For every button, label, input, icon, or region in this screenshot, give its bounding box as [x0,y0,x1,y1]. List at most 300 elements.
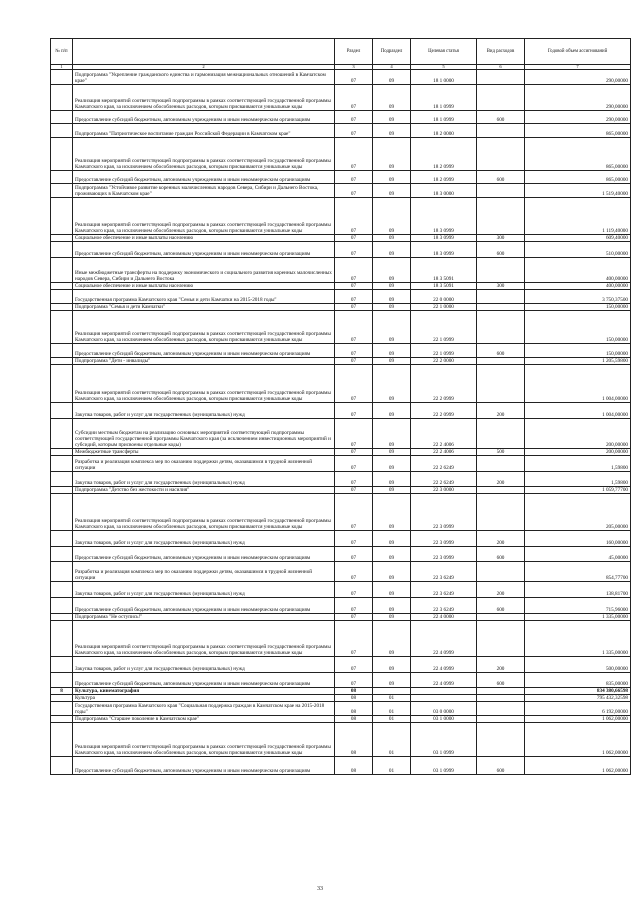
cell-razdel: 07 [335,358,373,365]
cell-vr: 300 [477,283,525,290]
cell-num [51,531,73,547]
cell-name: Культура [73,695,335,702]
cell-csr: 22 3 0999 [411,531,477,547]
cell-csr: 22 3 6249 [411,582,477,598]
cell-csr: 22 3 0999 [411,547,477,562]
table-row [51,358,631,365]
cell-sum: 835,00000 [525,673,631,688]
cell-sum: 205,00000 [525,494,631,531]
cell-razdel: 07 [335,124,373,138]
cell-name: Иные межбюджетные трансферты на поддержку экономического и социального развития коренных малочисленных народов Севера, Сибири и Дальнего Востока [73,258,335,283]
cell-num [51,621,73,657]
table-row [51,456,631,472]
cell-num [51,757,73,775]
cell-name: Государственная программа Камчатского края "Социальная поддержка граждан в Камчатском крае на 2015-2018 годы" [73,702,335,716]
cell-vr: 600 [477,757,525,775]
cell-vr [477,614,525,621]
cell-num [51,344,73,358]
cell-vr [477,311,525,344]
table-row [51,621,631,657]
cell-csr: 22 2 6249 [411,456,477,472]
cell-csr: 22 3 0999 [411,494,477,531]
cell-vr [477,358,525,365]
cell-vr [477,621,525,657]
cell-name: Закупка товаров, работ и услуг для государственных (муниципальных) нужд [73,472,335,487]
table-row [51,449,631,456]
column-number: 1 [51,65,73,70]
cell-csr: 18 1 0999 [411,85,477,111]
cell-name: Подпрограмма "Укрепление гражданского единства и гармонизация межнациональных отношений в Камчатском крае" [73,70,335,85]
cell-sum: 290,00000 [525,85,631,111]
cell-num [51,487,73,494]
cell-podrazdel: 09 [373,403,411,419]
cell-sum: 854,77700 [525,562,631,582]
cell-csr [411,695,477,702]
cell-csr: 22 4 0999 [411,673,477,688]
table-row [51,757,631,775]
cell-vr: 600 [477,171,525,184]
cell-num [51,716,73,723]
cell-vr [477,365,525,403]
cell-csr: 22 2 0999 [411,403,477,419]
cell-podrazdel: 09 [373,673,411,688]
cell-sum: 1,59800 [525,456,631,472]
cell-name: Реализация мероприятий соответствующей подпрограммы в рамках соответствующей государственной программы Камчатского края, за исключением обособленных расходов, которым присваиваются уникальные коды [73,138,335,171]
cell-sum: 1 062,00000 [525,723,631,757]
cell-num [51,124,73,138]
cell-podrazdel: 09 [373,290,411,304]
cell-vr [477,85,525,111]
cell-num [51,311,73,344]
cell-podrazdel: 09 [373,111,411,124]
cell-sum: 138,81700 [525,582,631,598]
cell-podrazdel: 01 [373,757,411,775]
header-podrazdel: Подраздел [373,39,411,65]
table-row [51,598,631,614]
cell-razdel: 07 [335,531,373,547]
cell-sum: 290,00000 [525,70,631,85]
cell-sum: 1 335,00000 [525,614,631,621]
cell-num [51,235,73,242]
cell-vr: 600 [477,598,525,614]
cell-csr: 18 3 5091 [411,258,477,283]
cell-csr: 18 2 0999 [411,171,477,184]
cell-sum: 1 335,00000 [525,621,631,657]
cell-name: Закупка товаров, работ и услуг для государственных (муниципальных) нужд [73,403,335,419]
cell-sum: 834 380,66598 [525,688,631,695]
cell-num [51,258,73,283]
table-row [51,124,631,138]
cell-csr: 22 4 0999 [411,657,477,673]
cell-num [51,365,73,403]
cell-sum: 290,00000 [525,111,631,124]
cell-sum: 1 059,77700 [525,487,631,494]
cell-podrazdel: 01 [373,723,411,757]
cell-name: Разработка и реализация комплекса мер по оказанию поддержки детям, оказавшимся в трудной жизненной ситуации [73,456,335,472]
cell-sum: 150,00000 [525,311,631,344]
table-row [51,171,631,184]
cell-name: Подпрограмма "Не оступись!" [73,614,335,621]
cell-razdel: 07 [335,311,373,344]
cell-sum: 6 192,00000 [525,702,631,716]
cell-sum: 1 004,00000 [525,403,631,419]
table-body [51,70,631,775]
cell-vr: 600 [477,673,525,688]
cell-name: Предоставление субсидий бюджетным, автономным учреждениям и иным некоммерческим организациям [73,673,335,688]
cell-razdel: 07 [335,198,373,235]
cell-podrazdel: 01 [373,716,411,723]
cell-sum: 45,00000 [525,547,631,562]
cell-vr [477,456,525,472]
cell-sum: 1 205,59800 [525,358,631,365]
cell-sum: 1 004,00000 [525,365,631,403]
cell-podrazdel: 09 [373,472,411,487]
cell-sum: 1,59800 [525,472,631,487]
cell-sum: 500,00000 [525,657,631,673]
cell-razdel: 07 [335,85,373,111]
cell-razdel: 07 [335,138,373,171]
table-row [51,487,631,494]
cell-razdel: 07 [335,344,373,358]
header-name [73,39,335,65]
cell-vr [477,562,525,582]
cell-podrazdel: 09 [373,419,411,449]
cell-vr: 200 [477,657,525,673]
cell-name: Подпрограмма "Дети - инвалиды" [73,358,335,365]
cell-csr [411,688,477,695]
cell-sum: 150,00000 [525,304,631,311]
cell-podrazdel: 09 [373,85,411,111]
cell-podrazdel: 09 [373,358,411,365]
table-row [51,547,631,562]
column-number: 7 [525,65,631,70]
header-sum: Годовой объем ассигнований [525,39,631,65]
cell-podrazdel: 09 [373,449,411,456]
table-row [51,365,631,403]
cell-csr: 03 1 0999 [411,757,477,775]
cell-podrazdel: 09 [373,487,411,494]
table-row [51,311,631,344]
cell-num [51,456,73,472]
cell-vr [477,258,525,283]
table-row [51,657,631,673]
budget-table [50,38,631,775]
cell-name: Подпрограмма "Семья и дети Камчатки" [73,304,335,311]
cell-sum: 609,40000 [525,235,631,242]
table-row [51,70,631,85]
cell-name: Предоставление субсидий бюджетным, автономным учреждениям и иным некоммерческим организациям [73,547,335,562]
cell-razdel: 08 [335,723,373,757]
cell-vr [477,695,525,702]
cell-podrazdel: 09 [373,614,411,621]
cell-razdel: 07 [335,111,373,124]
cell-vr [477,702,525,716]
cell-name: Государственная программа Камчатского края "Семья и дети Камчатки на 2015-2018 годы" [73,290,335,304]
cell-csr: 22 2 4006 [411,449,477,456]
header-vr: Вид расходов [477,39,525,65]
cell-name: Подпрограмма "Детство без жестокости и насилия" [73,487,335,494]
cell-podrazdel: 09 [373,657,411,673]
table-row [51,673,631,688]
cell-podrazdel: 09 [373,562,411,582]
table-row [51,582,631,598]
cell-sum: 160,00000 [525,531,631,547]
table-row [51,138,631,171]
cell-num [51,171,73,184]
cell-razdel: 07 [335,419,373,449]
cell-razdel: 07 [335,562,373,582]
cell-razdel: 08 [335,757,373,775]
cell-num [51,70,73,85]
cell-name: Социальное обеспечение и иные выплаты населению [73,283,335,290]
cell-podrazdel: 09 [373,344,411,358]
cell-name: Реализация мероприятий соответствующей подпрограммы в рамках соответствующей государственной программы Камчатского края, за исключением обособленных расходов, которым присваиваются уникальные коды [73,723,335,757]
cell-name: Разработка и реализация комплекса мер по оказанию поддержки детям, оказавшимся в трудной жизненной ситуации [73,562,335,582]
cell-name: Закупка товаров, работ и услуг для государственных (муниципальных) нужд [73,582,335,598]
cell-razdel: 08 [335,688,373,695]
cell-num [51,673,73,688]
cell-podrazdel: 09 [373,531,411,547]
cell-csr: 18 3 0999 [411,242,477,258]
cell-podrazdel [373,688,411,695]
cell-num [51,242,73,258]
cell-csr: 18 2 0999 [411,138,477,171]
cell-sum: 715,96000 [525,598,631,614]
cell-vr: 200 [477,531,525,547]
cell-podrazdel: 09 [373,304,411,311]
table-row [51,198,631,235]
cell-name: Субсидии местным бюджетам на реализацию основных мероприятий соответствующей подпрограммы соответствующей государственной программы Камчатского края (за исключением инвестиционных мероприятий и субсидий, которым присвоены отдельные коды) [73,419,335,449]
cell-vr: 200 [477,582,525,598]
cell-vr [477,419,525,449]
cell-csr: 22 3 0000 [411,487,477,494]
cell-num [51,111,73,124]
cell-csr: 18 1 0999 [411,111,477,124]
table-row [51,716,631,723]
cell-razdel: 07 [335,242,373,258]
cell-sum: 795 432,32598 [525,695,631,702]
cell-name: Подпрограмма "Устойчивое развитие коренных малочисленных народов Севера, Сибири и Дальнего Востока, проживающих в Камчатском крае" [73,184,335,198]
cell-num [51,358,73,365]
cell-sum: 1 519,40000 [525,184,631,198]
table-row [51,184,631,198]
cell-csr: 22 3 6249 [411,562,477,582]
cell-num [51,472,73,487]
table-row [51,702,631,716]
cell-name: Предоставление субсидий бюджетным, автономным учреждениям и иным некоммерческим организациям [73,598,335,614]
cell-num [51,85,73,111]
cell-num [51,702,73,716]
cell-name: Социальное обеспечение и иные выплаты населению [73,235,335,242]
cell-name: Реализация мероприятий соответствующей подпрограммы в рамках соответствующей государственной программы Камчатского края, за исключением обособленных расходов, которым присваиваются уникальные коды [73,494,335,531]
cell-num [51,304,73,311]
cell-csr: 22 1 0999 [411,311,477,344]
table-row [51,111,631,124]
table-row [51,695,631,702]
cell-vr [477,723,525,757]
cell-podrazdel: 09 [373,494,411,531]
cell-podrazdel: 09 [373,582,411,598]
cell-vr: 500 [477,449,525,456]
cell-podrazdel: 09 [373,547,411,562]
cell-name: Предоставление субсидий бюджетным, автономным учреждениям и иным некоммерческим организациям [73,344,335,358]
cell-razdel: 07 [335,657,373,673]
cell-vr: 600 [477,547,525,562]
cell-podrazdel: 09 [373,124,411,138]
cell-podrazdel: 09 [373,621,411,657]
cell-name: Подпрограмма "Старшее поколение в Камчатском крае" [73,716,335,723]
cell-num [51,184,73,198]
cell-name: Подпрограмма "Патриотическое воспитание граждан Российской Федерации в Камчатском крае" [73,124,335,138]
table-row [51,235,631,242]
cell-podrazdel: 09 [373,365,411,403]
cell-vr: 300 [477,235,525,242]
table-row [51,304,631,311]
table-row [51,344,631,358]
cell-sum: 865,00000 [525,124,631,138]
cell-sum: 510,00000 [525,242,631,258]
cell-vr [477,716,525,723]
cell-podrazdel: 01 [373,702,411,716]
cell-csr: 18 3 0999 [411,198,477,235]
cell-csr: 22 4 0999 [411,621,477,657]
cell-csr: 22 0 0000 [411,290,477,304]
cell-vr [477,688,525,695]
cell-csr: 18 3 0000 [411,184,477,198]
cell-num [51,598,73,614]
cell-num [51,614,73,621]
table-row [51,494,631,531]
cell-sum: 200,00000 [525,449,631,456]
cell-sum: 200,00000 [525,419,631,449]
cell-csr: 18 3 5091 [411,283,477,290]
cell-razdel: 07 [335,304,373,311]
cell-vr [477,184,525,198]
cell-sum: 400,00000 [525,258,631,283]
cell-razdel: 07 [335,403,373,419]
cell-podrazdel: 01 [373,695,411,702]
cell-podrazdel: 09 [373,242,411,258]
column-number: 3 [335,65,373,70]
cell-razdel: 07 [335,184,373,198]
cell-csr: 03 1 0000 [411,716,477,723]
cell-podrazdel: 09 [373,311,411,344]
cell-sum: 865,00000 [525,138,631,171]
cell-num [51,695,73,702]
cell-num [51,419,73,449]
cell-name: Закупка товаров, работ и услуг для государственных (муниципальных) нужд [73,657,335,673]
cell-vr: 200 [477,472,525,487]
cell-vr [477,70,525,85]
cell-razdel: 07 [335,283,373,290]
cell-razdel: 07 [335,258,373,283]
cell-podrazdel: 09 [373,184,411,198]
cell-sum: 865,00000 [525,171,631,184]
cell-razdel: 07 [335,70,373,85]
cell-name: Реализация мероприятий соответствующей подпрограммы в рамках соответствующей государственной программы Камчатского края, за исключением обособленных расходов, которым присваиваются уникальные коды [73,198,335,235]
table-row [51,723,631,757]
cell-csr: 22 4 0000 [411,614,477,621]
table-row [51,283,631,290]
cell-num [51,290,73,304]
cell-csr: 22 2 6249 [411,472,477,487]
column-number: 4 [373,65,411,70]
cell-razdel: 07 [335,171,373,184]
cell-sum: 1 119,40000 [525,198,631,235]
cell-razdel: 07 [335,456,373,472]
cell-vr: 200 [477,403,525,419]
cell-podrazdel: 09 [373,70,411,85]
column-number: 2 [73,65,335,70]
table-row [51,688,631,695]
cell-podrazdel: 09 [373,198,411,235]
cell-csr: 22 1 0999 [411,344,477,358]
cell-csr: 22 2 4006 [411,419,477,449]
cell-num [51,562,73,582]
cell-vr [477,304,525,311]
cell-num: 8 [51,688,73,695]
table-row [51,531,631,547]
table-row [51,419,631,449]
cell-razdel: 07 [335,614,373,621]
cell-name: Закупка товаров, работ и услуг для государственных (муниципальных) нужд [73,531,335,547]
cell-name: Предоставление субсидий бюджетным, автономным учреждениям и иным некоммерческим организациям [73,171,335,184]
table-row [51,85,631,111]
cell-razdel: 07 [335,487,373,494]
table-row [51,614,631,621]
cell-razdel: 07 [335,582,373,598]
cell-name: Предоставление субсидий бюджетным, автономным учреждениям и иным некоммерческим организациям [73,242,335,258]
cell-num [51,403,73,419]
cell-razdel: 07 [335,235,373,242]
cell-sum: 400,00000 [525,283,631,290]
header-num: № п/п [51,39,73,65]
table-row [51,403,631,419]
page-number: 33 [317,886,323,892]
cell-vr [477,487,525,494]
column-number: 6 [477,65,525,70]
cell-sum: 150,00000 [525,344,631,358]
table-row [51,562,631,582]
cell-razdel: 08 [335,702,373,716]
cell-csr: 22 2 0000 [411,358,477,365]
cell-vr [477,138,525,171]
cell-razdel: 07 [335,673,373,688]
cell-podrazdel: 09 [373,235,411,242]
cell-razdel: 07 [335,547,373,562]
cell-razdel: 07 [335,494,373,531]
header-razdel: Раздел [335,39,373,65]
cell-podrazdel: 09 [373,138,411,171]
cell-csr: 18 2 0000 [411,124,477,138]
cell-num [51,494,73,531]
table-header-row [51,39,631,65]
cell-vr [477,198,525,235]
cell-podrazdel: 09 [373,258,411,283]
cell-num [51,449,73,456]
cell-vr: 600 [477,242,525,258]
cell-csr: 22 3 6249 [411,598,477,614]
cell-csr: 03 1 0999 [411,723,477,757]
cell-podrazdel: 09 [373,456,411,472]
table-row [51,258,631,283]
cell-razdel: 08 [335,695,373,702]
cell-sum: 3 750,37500 [525,290,631,304]
cell-num [51,198,73,235]
cell-razdel: 07 [335,365,373,403]
cell-vr [477,494,525,531]
cell-podrazdel: 09 [373,598,411,614]
